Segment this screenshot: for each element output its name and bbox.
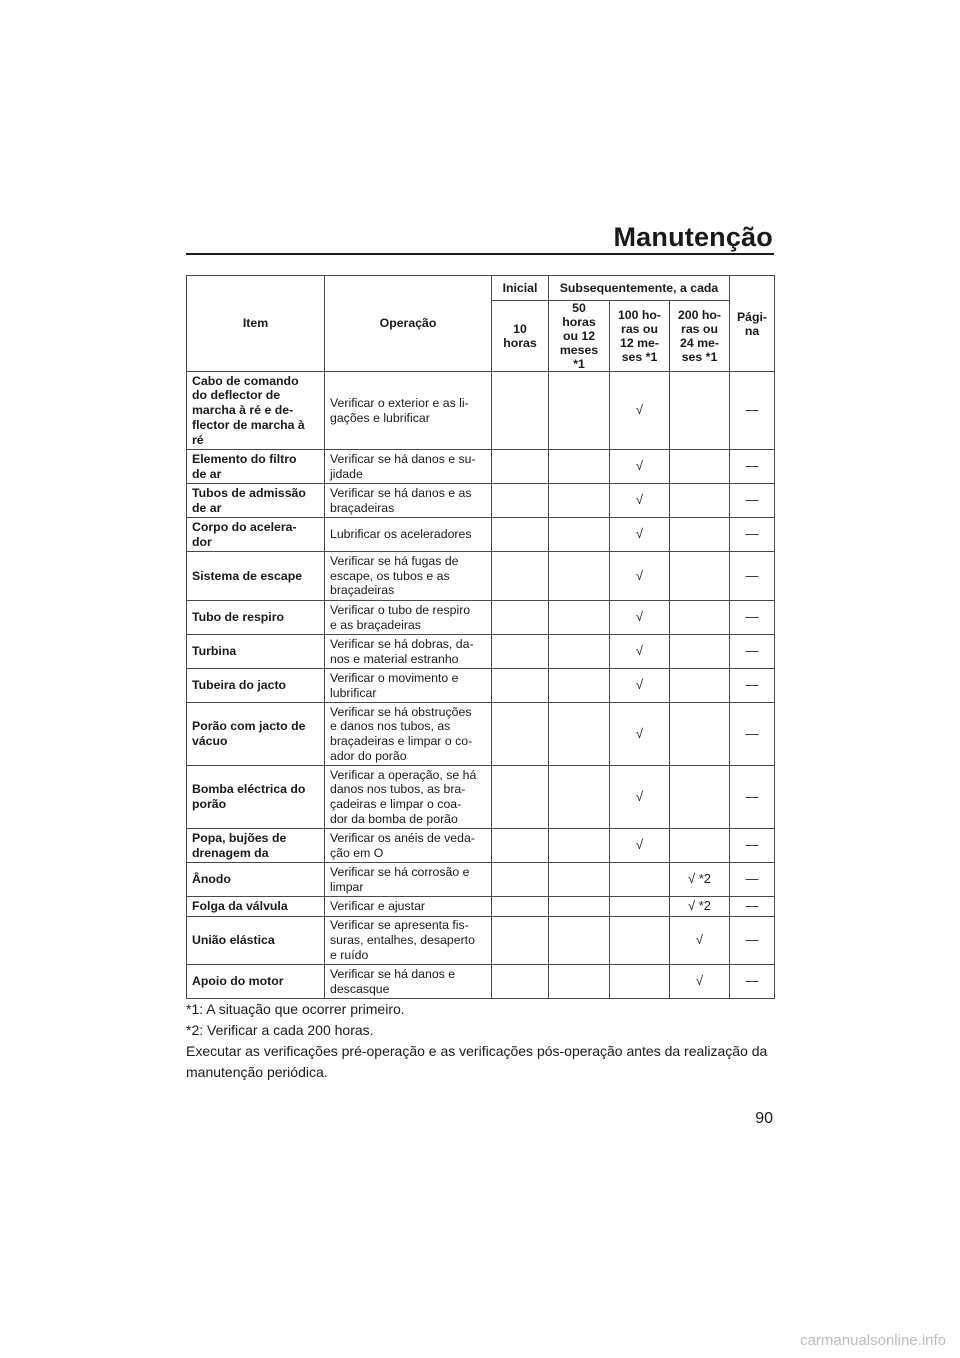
- table-row: [187, 552, 775, 601]
- row-10h: [492, 766, 549, 829]
- row-50h: [549, 552, 610, 601]
- row-item: Tubeira do jacto: [187, 669, 325, 703]
- row-10h: [492, 863, 549, 897]
- row-200h: √: [670, 917, 730, 965]
- page-title: Manutenção: [613, 222, 773, 252]
- row-200h: [670, 450, 730, 484]
- table-row: [187, 897, 775, 917]
- table-row: [187, 518, 775, 552]
- row-page: —: [730, 766, 775, 829]
- table-row: [187, 484, 775, 518]
- table-row: [187, 450, 775, 484]
- row-page: —: [730, 518, 775, 552]
- title-rule: [186, 253, 774, 255]
- row-100h: √: [610, 669, 670, 703]
- row-operation: Verificar se há danos e as braçadeiras: [325, 484, 492, 518]
- row-item: Tubo de respiro: [187, 601, 325, 635]
- header-page: Pági- na: [730, 276, 775, 372]
- row-50h: [549, 518, 610, 552]
- row-100h: √: [610, 766, 670, 829]
- table-row: [187, 829, 775, 863]
- table-row: [187, 863, 775, 897]
- row-page: —: [730, 635, 775, 669]
- row-page: —: [730, 897, 775, 917]
- row-200h: √ *2: [670, 863, 730, 897]
- row-200h: √ *2: [670, 897, 730, 917]
- row-100h: √: [610, 703, 670, 766]
- row-item: Porão com jacto de vácuo: [187, 703, 325, 766]
- row-200h: [670, 703, 730, 766]
- row-200h: [670, 829, 730, 863]
- row-100h: √: [610, 450, 670, 484]
- row-page: —: [730, 484, 775, 518]
- row-50h: [549, 703, 610, 766]
- row-page: —: [730, 965, 775, 999]
- row-10h: [492, 450, 549, 484]
- header-10h: 10 horas: [492, 301, 549, 372]
- row-page: —: [730, 669, 775, 703]
- row-10h: [492, 484, 549, 518]
- header-item: Item: [187, 276, 325, 372]
- row-200h: √: [670, 965, 730, 999]
- table-row: [187, 669, 775, 703]
- row-10h: [492, 965, 549, 999]
- row-200h: [670, 552, 730, 601]
- row-50h: [549, 766, 610, 829]
- row-operation: Verificar o tubo de respiro e as braçadeiras: [325, 601, 492, 635]
- row-10h: [492, 552, 549, 601]
- row-operation: Verificar se há obstruções e danos nos tubos, as braçadeiras e limpar o co- ador do porão: [325, 703, 492, 766]
- footnotes: [186, 999, 776, 1083]
- row-200h: [670, 766, 730, 829]
- table-row: [187, 703, 775, 766]
- row-100h: √: [610, 518, 670, 552]
- row-page: —: [730, 703, 775, 766]
- row-item: Cabo de comando do deflector de marcha à ré e de- flector de marcha à ré: [187, 372, 325, 450]
- maintenance-table: [186, 275, 775, 999]
- row-200h: [670, 669, 730, 703]
- row-200h: [670, 635, 730, 669]
- header-50h: 50 horas ou 12 meses *1: [549, 301, 610, 372]
- row-operation: Verificar se apresenta fis- suras, entalhes, desaperto e ruído: [325, 917, 492, 965]
- row-100h: √: [610, 552, 670, 601]
- row-10h: [492, 829, 549, 863]
- row-page: —: [730, 372, 775, 450]
- row-page: —: [730, 552, 775, 601]
- header-initial: Inicial: [492, 276, 549, 301]
- table-row: [187, 917, 775, 965]
- row-100h: √: [610, 601, 670, 635]
- row-200h: [670, 601, 730, 635]
- row-10h: [492, 917, 549, 965]
- row-10h: [492, 703, 549, 766]
- row-200h: [670, 518, 730, 552]
- row-item: Turbina: [187, 635, 325, 669]
- table-row: [187, 372, 775, 450]
- table-row: [187, 965, 775, 999]
- table-body: [187, 372, 775, 999]
- row-50h: [549, 897, 610, 917]
- row-50h: [549, 965, 610, 999]
- row-operation: Verificar os anéis de veda- ção em O: [325, 829, 492, 863]
- row-operation: Verificar o movimento e lubrificar: [325, 669, 492, 703]
- row-page: —: [730, 917, 775, 965]
- row-10h: [492, 897, 549, 917]
- row-100h: √: [610, 635, 670, 669]
- row-operation: Verificar se há fugas de escape, os tubos e as braçadeiras: [325, 552, 492, 601]
- table-row: [187, 601, 775, 635]
- row-50h: [549, 829, 610, 863]
- row-100h: √: [610, 829, 670, 863]
- row-100h: [610, 917, 670, 965]
- page-number: 90: [755, 1110, 773, 1127]
- row-item: Sistema de escape: [187, 552, 325, 601]
- row-200h: [670, 484, 730, 518]
- table-row: [187, 766, 775, 829]
- row-50h: [549, 450, 610, 484]
- footnote-1: *1: A situação que ocorrer primeiro.: [186, 1001, 405, 1017]
- row-100h: [610, 897, 670, 917]
- row-item: Bomba eléctrica do porão: [187, 766, 325, 829]
- header-subsequent: Subsequentemente, a cada: [549, 276, 730, 301]
- row-item: Apoio do motor: [187, 965, 325, 999]
- row-50h: [549, 917, 610, 965]
- row-10h: [492, 372, 549, 450]
- row-item: Tubos de admissão de ar: [187, 484, 325, 518]
- row-item: Corpo do acelera- dor: [187, 518, 325, 552]
- row-100h: √: [610, 484, 670, 518]
- header-operation: Operação: [325, 276, 492, 372]
- row-10h: [492, 669, 549, 703]
- row-50h: [549, 372, 610, 450]
- row-operation: Verificar se há corrosão e limpar: [325, 863, 492, 897]
- row-item: Popa, bujões de drenagem da: [187, 829, 325, 863]
- maintenance-note: Executar as verificações pré-operação e as verificações pós-operação antes da realização da manutenção periódica.: [186, 1043, 768, 1080]
- header-200h: 200 ho- ras ou 24 me- ses *1: [670, 301, 730, 372]
- row-page: —: [730, 829, 775, 863]
- row-10h: [492, 601, 549, 635]
- header-100h: 100 ho- ras ou 12 me- ses *1: [610, 301, 670, 372]
- table-header: [187, 276, 775, 372]
- row-page: —: [730, 450, 775, 484]
- watermark: carmanualsonline.info: [800, 1332, 946, 1349]
- row-operation: Verificar se há dobras, da- nos e material estranho: [325, 635, 492, 669]
- row-item: Folga da válvula: [187, 897, 325, 917]
- table-row: [187, 635, 775, 669]
- row-50h: [549, 669, 610, 703]
- footnote-2: *2: Verificar a cada 200 horas.: [186, 1022, 374, 1038]
- row-10h: [492, 518, 549, 552]
- row-100h: √: [610, 372, 670, 450]
- row-100h: [610, 863, 670, 897]
- row-operation: Verificar a operação, se há danos nos tubos, as bra- çadeiras e limpar o coa- dor da bomba de porão: [325, 766, 492, 829]
- row-item: União elástica: [187, 917, 325, 965]
- row-item: Elemento do filtro de ar: [187, 450, 325, 484]
- row-item: Ânodo: [187, 863, 325, 897]
- row-200h: [670, 372, 730, 450]
- row-100h: [610, 965, 670, 999]
- row-50h: [549, 484, 610, 518]
- row-operation: Verificar se há danos e descasque: [325, 965, 492, 999]
- row-50h: [549, 863, 610, 897]
- row-50h: [549, 601, 610, 635]
- row-page: —: [730, 601, 775, 635]
- row-operation: Verificar o exterior e as li- gações e lubrificar: [325, 372, 492, 450]
- row-50h: [549, 635, 610, 669]
- row-operation: Verificar se há danos e su- jidade: [325, 450, 492, 484]
- row-page: —: [730, 863, 775, 897]
- row-10h: [492, 635, 549, 669]
- row-operation: Lubrificar os aceleradores: [325, 518, 492, 552]
- row-operation: Verificar e ajustar: [325, 897, 492, 917]
